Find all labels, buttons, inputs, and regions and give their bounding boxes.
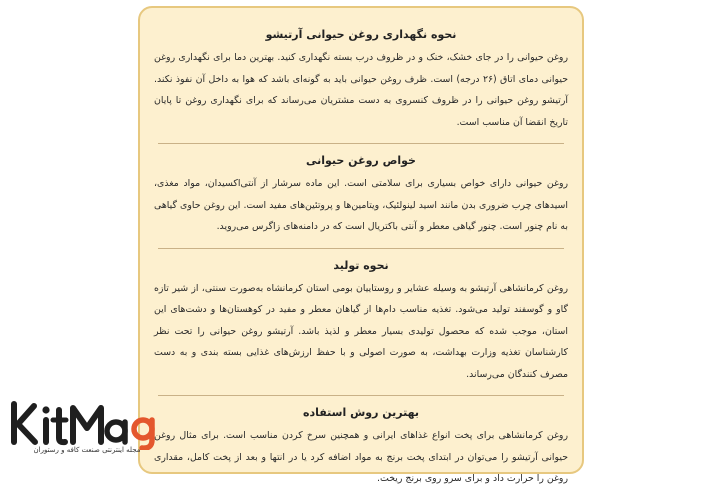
section-body: روغن حیوانی را در جای خشک، خنک و در ظروف درب بسته نگهداری کنید. بهترین دما برای نگهداری روغن حیوانی دمای اتاق (۲۶ درجه) است. ظرف روغن حیوانی باید به گونه‌ای باشد که هوا به داخل آن نفوذ نکند. آرتیشو روغن حیوانی را در ظروف کنسروی به دست مشتریان می‌رساند که برای نگهداری روغن تا پایان تاریخ انقضا آن مناسب است. — [154, 52, 568, 128]
section-storage — [154, 28, 568, 133]
kitmag-logo — [10, 398, 162, 468]
section-title: بهترین روش استفاده — [302, 406, 420, 419]
divider — [158, 395, 564, 396]
divider — [158, 248, 564, 249]
kitmag-logo-mark — [10, 398, 160, 450]
section-title: نحوه نگهداری روغن حیوانی آرتیشو — [265, 28, 457, 41]
content-card — [138, 6, 584, 484]
section-title: نحوه تولید — [333, 258, 389, 272]
section-production — [154, 259, 568, 386]
section-body: روغن کرمانشاهی برای پخت انواع غذاهای ایرانی و همچنین سرخ کردن مناسب است. برای مثال روغن حیوانی آرتیشو را می‌توان در ابتدای پخت برنج به مواد اضافه کرد یا در انتها و بعد از پخت کامل، مقداری روغن را حرارت داد و برای سرو روی برنج ریخت. — [154, 430, 568, 484]
section-usage — [154, 406, 568, 490]
logo-tagline: مجله اینترنتی صنعت کافه و رستوران — [33, 446, 141, 454]
section-benefits — [154, 154, 568, 238]
section-body: روغن کرمانشاهی آرتیشو به وسیله عشایر و روستاییان بومی استان کرمانشاه به‌صورت سنتی، از شیر تازه گاو و گوسفند تولید می‌شود. تغذیه مناسب دام‌ها از گیاهان معطر و مفید در کوهستان‌ها و دشت‌های این استان، موجب شده که محصول تولیدی بسیار معطر و لذیذ باشد. آرتیشو روغن حیوانی را تحت نظر کارشناسان تغذیه وزارت بهداشت، به صورت اصولی و با حفظ ارزش‌های غذایی بسته بندی و به دست مصرف کنندگان می‌رساند. — [154, 282, 568, 380]
section-body: روغن حیوانی دارای خواص بسیاری برای سلامتی است. این ماده سرشار از آنتی‌اکسیدان، مواد مغذی، اسیدهای چرب ضروری بدن مانند اسید لینولئیک، ویتامین‌ها و پروتئین‌های مفید است. این روغن حاوی گیاهی به نام چنور است. چنور گیاهی معطر و آنتی باکتریال است که در دامنه‌های زاگرس می‌روید. — [154, 178, 568, 232]
divider — [158, 143, 564, 144]
section-title: خواص روغن حیوانی — [306, 154, 416, 167]
